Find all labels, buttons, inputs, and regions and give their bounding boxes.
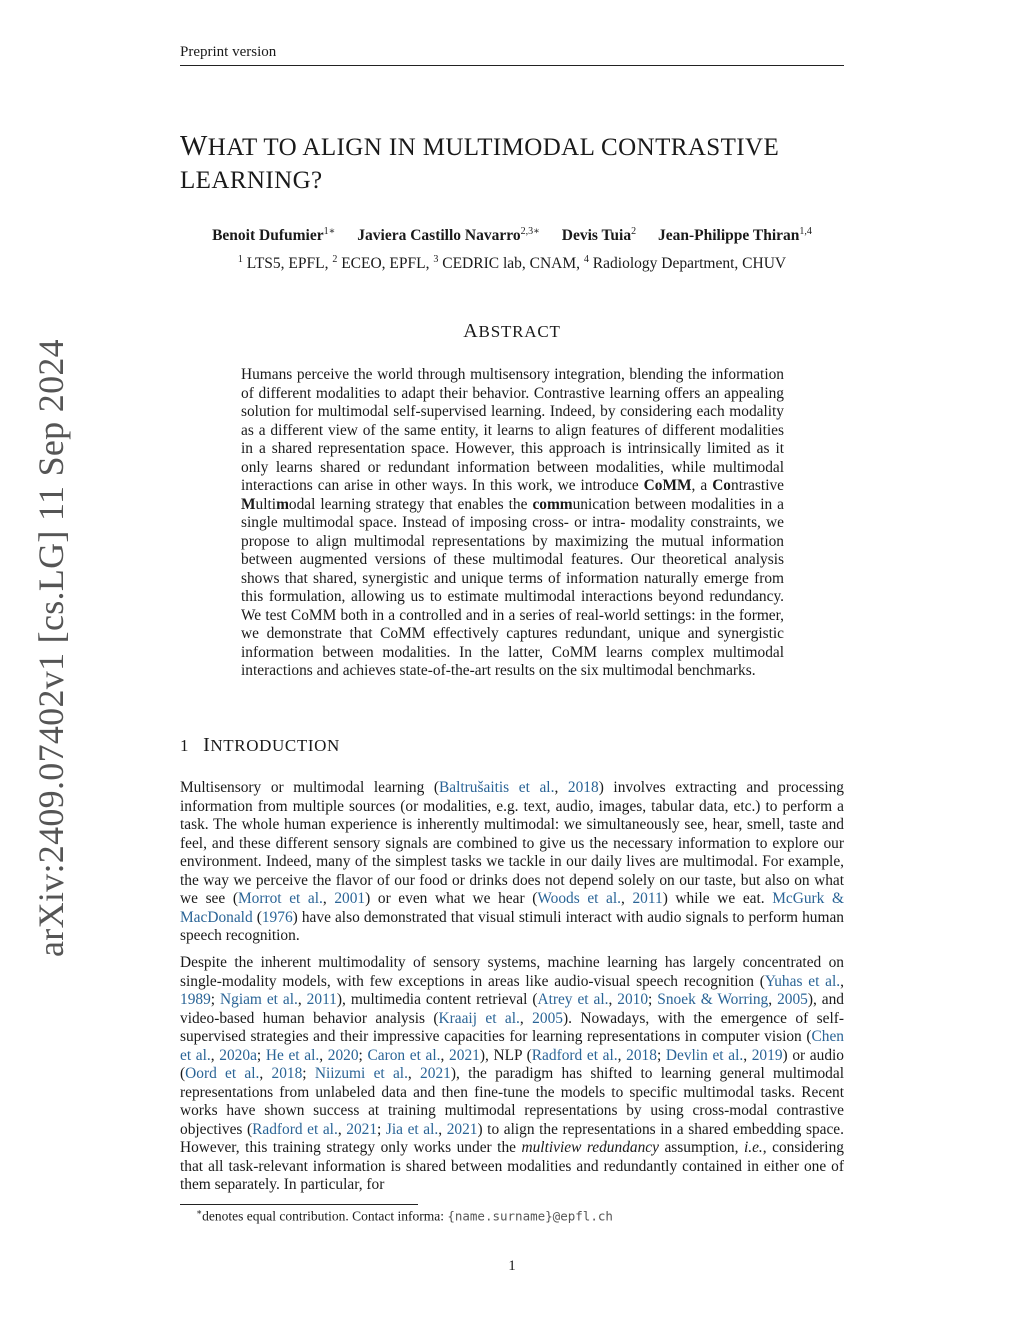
body-text: , (840, 972, 844, 990)
body-text: , (768, 991, 778, 1008)
body-text: , (322, 890, 335, 907)
citation-link[interactable]: 2020a (219, 1046, 257, 1064)
body-text: , (407, 1065, 421, 1082)
intro-paragraph-2 (180, 954, 844, 1195)
body-text: ; (656, 1046, 666, 1064)
body-text: , (617, 1046, 627, 1064)
header-rule (180, 65, 844, 66)
citation-link[interactable]: 2020 (327, 1046, 359, 1064)
body-text: ) or even what we hear ( (365, 890, 538, 907)
body-text: , (440, 1046, 450, 1064)
section-number: 1 (180, 736, 190, 755)
contact-email: {name.surname}@epfl.ch (447, 1208, 613, 1224)
italic-text: multiview redundancy (521, 1139, 659, 1156)
body-text: , (259, 1065, 272, 1082)
body-text: , (519, 1009, 533, 1027)
arxiv-identifier[interactable]: arXiv:2409.07402v1 [cs.LG] 11 Sep 2024 (31, 339, 71, 957)
section-heading-introduction (180, 734, 340, 757)
section-title: INTRODUCTION (203, 734, 340, 756)
body-text: ( (252, 908, 262, 926)
body-text: ; (648, 991, 658, 1008)
citation-link[interactable]: Jia et al. (385, 1120, 439, 1138)
body-text: , (608, 991, 618, 1008)
citation-link[interactable]: 2001 (334, 890, 366, 907)
page-number: 1 (508, 1258, 516, 1274)
citation-link[interactable]: 1976 (261, 908, 293, 926)
citation-link[interactable]: 2021 (446, 1120, 478, 1138)
body-text: , considering that all task-relevant information is shared between modalities and redundantly contained in either one of them separately. In particular, for (180, 1139, 844, 1193)
citation-link[interactable]: 2018 (567, 779, 599, 796)
author: Jean-Philippe Thiran$^{1,4}$ (657, 226, 812, 245)
body-text: , (337, 1120, 347, 1138)
citation-link[interactable]: Caron et al. (367, 1046, 441, 1064)
citation-link[interactable]: 1989 (180, 991, 211, 1008)
citation-link[interactable]: 2011 (632, 890, 663, 907)
author: Javiera Castillo Navarro$^{2,3∗}$ (357, 226, 540, 245)
body-text: ) involves extracting and processing information from multiple sources (or modalities, e.g. text, audio, images, tabular data, etc.) to perform a task. The whole human experience is inherently multimodal: we simultaneously see, hear, smell, taste and feel, and these different sensory signals are combined to give us the necessary information to explore our environment. Indeed, many of the simplest tasks we tackle in our daily lives are multimodal. For example, the way we perceive the flavor of our food or drinks does not depend solely on our taste, but also on what we see ( (180, 779, 844, 907)
citation-link[interactable]: 2005 (532, 1009, 563, 1027)
abstract-heading: ABSTRACT (463, 320, 561, 342)
citation-link[interactable]: 2018 (271, 1065, 303, 1082)
body-text: Multisensory or multimodal learning ( (180, 779, 440, 796)
body-text: ), and video-based human behavior analysis ( (180, 991, 844, 1027)
title-line-2: LEARNING? (180, 167, 323, 194)
body-text: , (438, 1120, 447, 1138)
body-text: ), the paradigm has shifted to learning general multimodal representations from unlabeled data and then fine-tune the models to specific multimodal tasks. Recent works have shown success at training multimodal representations by using cross-modal contrastive objectives ( (180, 1065, 844, 1138)
body-text: ; (358, 1046, 368, 1064)
citation-link[interactable]: He et al. (265, 1046, 320, 1064)
body-text: ), multimedia content retrieval ( (336, 991, 538, 1008)
citation-link[interactable]: Chen et al. (180, 1028, 844, 1064)
body-text: , (297, 991, 307, 1008)
body-text: Despite the inherent multimodality of sensory systems, machine learning has largely concentrated on single-modality models, with few exceptions in areas like audio-visual speech recognition ( (180, 954, 844, 990)
title-line-1: WHAT TO ALIGN IN MULTIMODAL CONTRASTIVE (180, 130, 780, 162)
affiliations: $^1$ LTS5, EPFL, $^2$ ECEO, EPFL, $^3$ CEDRIC lab, CNAM, $^4$ Radiology Department, CHUV (237, 254, 787, 273)
citation-link[interactable]: 2005 (777, 991, 808, 1008)
citation-link[interactable]: Woods et al. (537, 890, 621, 907)
citation-link[interactable]: McGurk & MacDonald (180, 890, 844, 926)
citation-link[interactable]: Devlin et al. (665, 1046, 744, 1064)
body-text: , (743, 1046, 752, 1064)
body-text: ) to align the representations in a shared embedding space. However, this training strategy only works under the (180, 1120, 844, 1156)
abstract-body: Humans perceive the world through multisensory integration, blending the information of different modalities to adapt their behavior. Contrastive learning offers an appealing solution for multimodal self-supervised learning. Indeed, by considering each modality as a different view of the same entity, it learns to align features of different modalities in a shared representation space. However, this approach is intrinsically limited as it only learns shared or redundant information between modalities, while multimodal interactions can arise in other ways. In this work, we introduce CoMM, a Contrastive Multimodal learning strategy that enables the communication between modalities in a single multimodal space. Instead of imposing cross- or intra- modality constraints, we propose to align multimodal representations by maximizing the mutual information between augmented versions of these multimodal features. Our theoretical analysis shows that shared, synergistic and unique terms of information naturally emerge from this formulation, allowing us to estimate multimodal interactions beyond redundancy. We test CoMM both in a controlled and in a series of real-world settings: in the former, we demonstrate that CoMM effectively captures redundant, unique and synergistic information between modalities. In the latter, CoMM learns complex multimodal interactions and achieves state-of-the-art results on the six multimodal benchmarks. (241, 366, 784, 679)
body-text: ) while we eat. (662, 890, 773, 907)
citation-link[interactable]: Morrot et al. (237, 890, 323, 907)
citation-link[interactable]: 2011 (306, 991, 337, 1008)
footnote: ∗denotes equal contribution. Contact informa: {name.surname}@epfl.ch (196, 1207, 613, 1224)
body-text: ), NLP ( (479, 1046, 532, 1064)
body-text: ; (377, 1120, 386, 1138)
body-text: ; (210, 991, 221, 1008)
citation-link[interactable]: Oord et al. (185, 1065, 260, 1082)
citation-link[interactable]: 2021 (346, 1120, 378, 1138)
italic-text: i.e. (743, 1139, 763, 1156)
body-text: ) have also demonstrated that visual stimuli interact with audio signals to perform human speech recognition. (180, 908, 844, 944)
body-text: assumption, (658, 1139, 744, 1156)
footnote-rule (180, 1204, 418, 1205)
citation-link[interactable]: Yuhas et al. (764, 972, 841, 990)
body-text: , (210, 1046, 220, 1064)
citation-link[interactable]: Baltrušaitis et al. (439, 779, 555, 796)
paper-title (180, 130, 844, 197)
citation-link[interactable]: Snoek & Worring (657, 991, 769, 1008)
citation-link[interactable]: Atrey et al. (537, 991, 609, 1008)
body-text: ). Nowadays, with the emergence of self-supervised strategies and their impressive capacities for learning representations in computer vision ( (180, 1009, 844, 1045)
citation-link[interactable]: 2021 (420, 1065, 451, 1082)
body-text: ; (256, 1046, 266, 1064)
body-text: , (319, 1046, 328, 1064)
citation-link[interactable]: 2018 (626, 1046, 657, 1064)
citation-link[interactable]: Radford et al. (531, 1046, 618, 1064)
citation-link[interactable]: Ngiam et al. (220, 991, 298, 1008)
body-text: ) or audio ( (180, 1046, 845, 1082)
body-text: , (554, 779, 568, 796)
citation-link[interactable]: Niizumi et al. (314, 1065, 408, 1082)
author: Benoit Dufumier$^{1∗}$ (212, 226, 336, 245)
citation-link[interactable]: 2021 (449, 1046, 480, 1064)
citation-link[interactable]: Kraaij et al. (438, 1009, 520, 1027)
intro-paragraph-1 (180, 779, 844, 946)
citation-link[interactable]: 2019 (751, 1046, 783, 1064)
body-text: ; (302, 1065, 315, 1082)
author-list (180, 226, 844, 245)
running-header: Preprint version (180, 44, 277, 60)
author: Devis Tuia$^2$ (561, 226, 637, 245)
citation-link[interactable]: Radford et al. (252, 1120, 338, 1138)
body-text: , (621, 890, 633, 907)
citation-link[interactable]: 2010 (617, 991, 649, 1008)
